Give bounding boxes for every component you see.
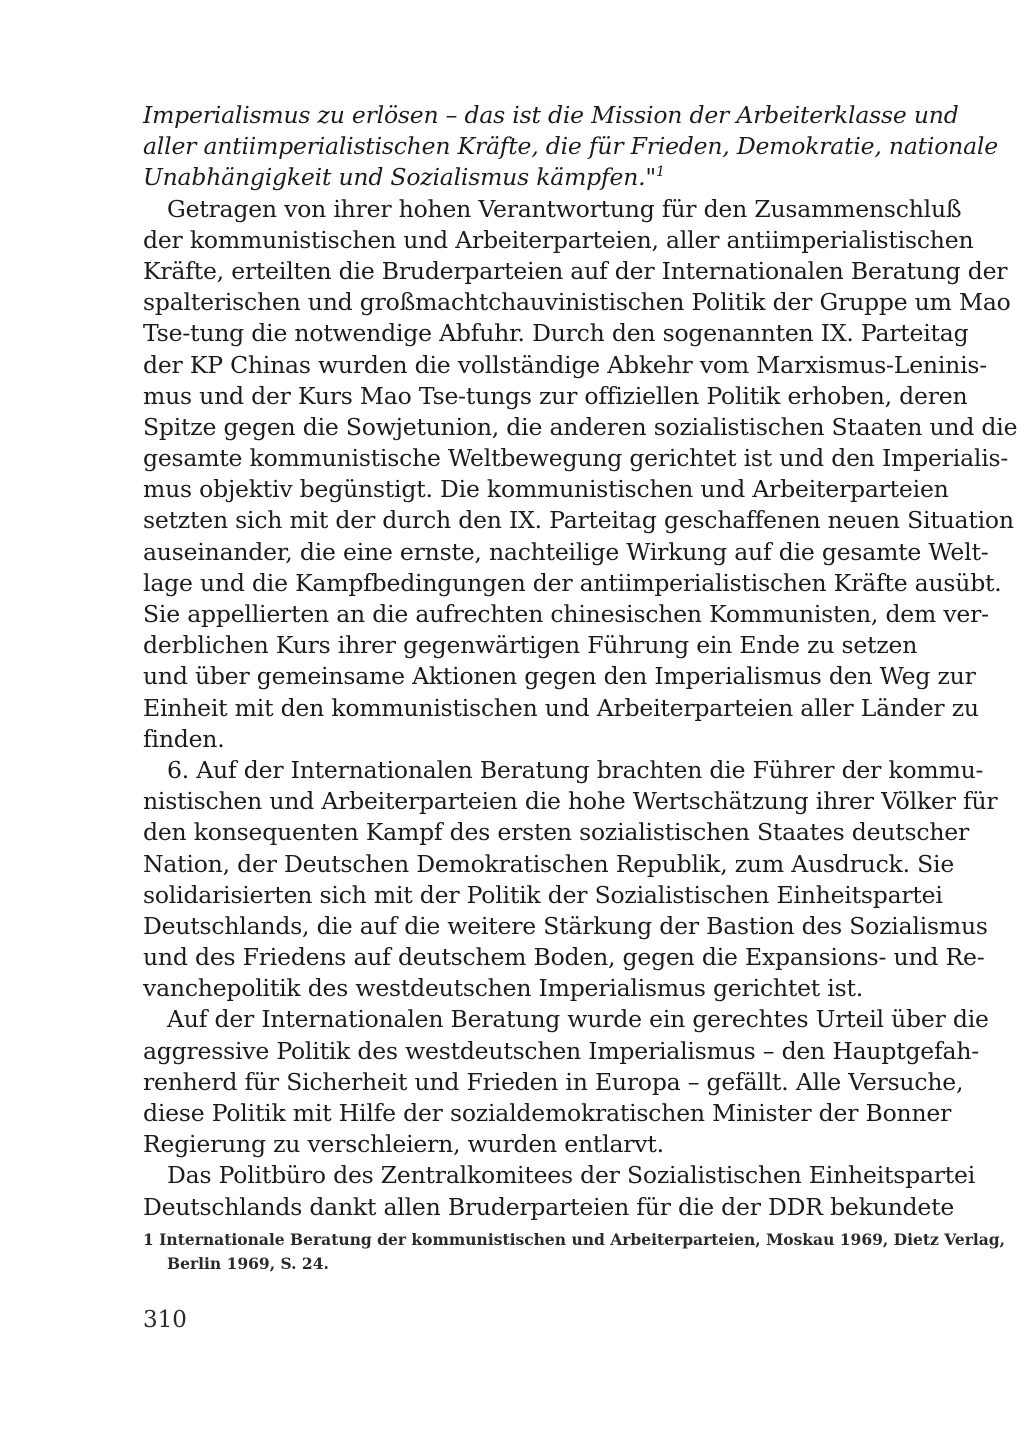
text-line: Tse-tung die notwendige Abfuhr. Durch den sogenannten IX. Parteitag xyxy=(143,319,969,348)
text-line: Sie appellierten an die aufrechten chinesischen Kommunisten, dem ver- xyxy=(143,600,989,628)
footnote xyxy=(143,1228,1006,1276)
page-body xyxy=(143,100,1018,1223)
paragraph-1 xyxy=(143,194,1018,755)
text-line: setzten sich mit der durch den IX. Parteitag geschaffenen neuen Situation xyxy=(143,506,1014,535)
text-line: mus objektiv begünstigt. Die kommunistischen und Arbeiterparteien xyxy=(143,475,949,504)
text-line: Das Politbüro des Zentralkomitees der Sozialistischen Einheitspartei xyxy=(167,1161,976,1190)
text-line: Deutschlands dankt allen Bruderparteien für die der DDR bekundete xyxy=(143,1192,955,1221)
paragraph-2 xyxy=(143,755,998,1005)
text-line: Einheit mit den kommunistischen und Arbeiterparteien aller Länder zu xyxy=(143,693,979,722)
quote-last-line xyxy=(143,162,909,193)
text-line: derblichen Kurs ihrer gegenwärtigen Führung ein Ende zu setzen xyxy=(143,631,918,660)
text-line: Kräfte, erteilten die Bruderparteien auf der Internationalen Beratung der xyxy=(143,256,1008,285)
text-line: der KP Chinas wurden die vollständige Abkehr vom Marxismus-Leninis- xyxy=(143,350,988,379)
text-line: Regierung zu verschleiern, wurden entlarvt. xyxy=(143,1130,664,1159)
quote-line: aller antiimperialistischen Kräfte, die für Frieden, Demokratie, nationale xyxy=(143,132,998,161)
text-line: nistischen und Arbeiterparteien die hohe Wertschätzung ihrer Völker für xyxy=(143,787,998,816)
paragraph-3 xyxy=(143,1004,989,1160)
text-line: 6. Auf der Internationalen Beratung brachten die Führer der kommu- xyxy=(167,755,984,784)
quote-last-text: Unabhängigkeit und Sozialismus kämpfen." xyxy=(143,163,657,192)
text-line: lage und die Kampfbedingungen der antiimperialistischen Kräfte ausübt. xyxy=(143,568,1002,597)
text-line: finden. xyxy=(143,724,225,753)
text-line: Getragen von ihrer hohen Verantwortung für den Zusammenschluß xyxy=(167,194,962,223)
text-line: und des Friedens auf deutschem Boden, gegen die Expansions- und Re- xyxy=(143,943,985,972)
text-line: Spitze gegen die Sowjetunion, die anderen sozialistischen Staaten und die xyxy=(143,412,1018,441)
quote-line: Imperialismus zu erlösen – das ist die Mission der Arbeiterklasse und xyxy=(143,101,959,129)
text-line: aggressive Politik des westdeutschen Imperialismus – den Hauptgefah- xyxy=(143,1036,979,1065)
footnote-marker: 1 xyxy=(656,164,665,181)
text-line: spalterischen und großmachtchauvinistischen Politik der Gruppe um Mao xyxy=(143,288,1011,317)
text-line: Auf der Internationalen Beratung wurde ein gerechtes Urteil über die xyxy=(167,1005,989,1034)
page-number: 310 xyxy=(143,1307,187,1333)
text-line: mus und der Kurs Mao Tse-tungs zur offiziellen Politik erhoben, deren xyxy=(143,381,968,410)
text-line: solidarisierten sich mit der Politik der Sozialistischen Einheitspartei xyxy=(143,880,943,909)
footnote-line: 1 Internationale Beratung der kommunistischen und Arbeiterparteien, Moskau 1969, Dietz Verlag, xyxy=(143,1230,1006,1249)
text-line: Nation, der Deutschen Demokratischen Republik, zum Ausdruck. Sie xyxy=(143,849,955,878)
text-line: auseinander, die eine ernste, nachteilige Wirkung auf die gesamte Welt- xyxy=(143,537,989,566)
text-line: und über gemeinsame Aktionen gegen den Imperialismus den Weg zur xyxy=(143,662,976,691)
text-line: der kommunistischen und Arbeiterparteien, aller antiimperialistischen xyxy=(143,225,974,254)
text-line: diese Politik mit Hilfe der sozialdemokratischen Minister der Bonner xyxy=(143,1099,952,1127)
text-line: Deutschlands, die auf die weitere Stärkung der Bastion des Sozialismus xyxy=(143,911,988,940)
footnote-line: Berlin 1969, S. 24. xyxy=(167,1254,329,1273)
paragraph-4 xyxy=(143,1160,976,1222)
text-line: den konsequenten Kampf des ersten sozialistischen Staates deutscher xyxy=(143,818,970,847)
text-line: renherd für Sicherheit und Frieden in Europa – gefällt. Alle Versuche, xyxy=(143,1067,964,1096)
quotation-block xyxy=(143,100,998,194)
text-line: gesamte kommunistische Weltbewegung gerichtet ist und den Imperialis- xyxy=(143,444,1009,473)
text-line: vanchepolitik des westdeutschen Imperialismus gerichtet ist. xyxy=(143,974,863,1003)
